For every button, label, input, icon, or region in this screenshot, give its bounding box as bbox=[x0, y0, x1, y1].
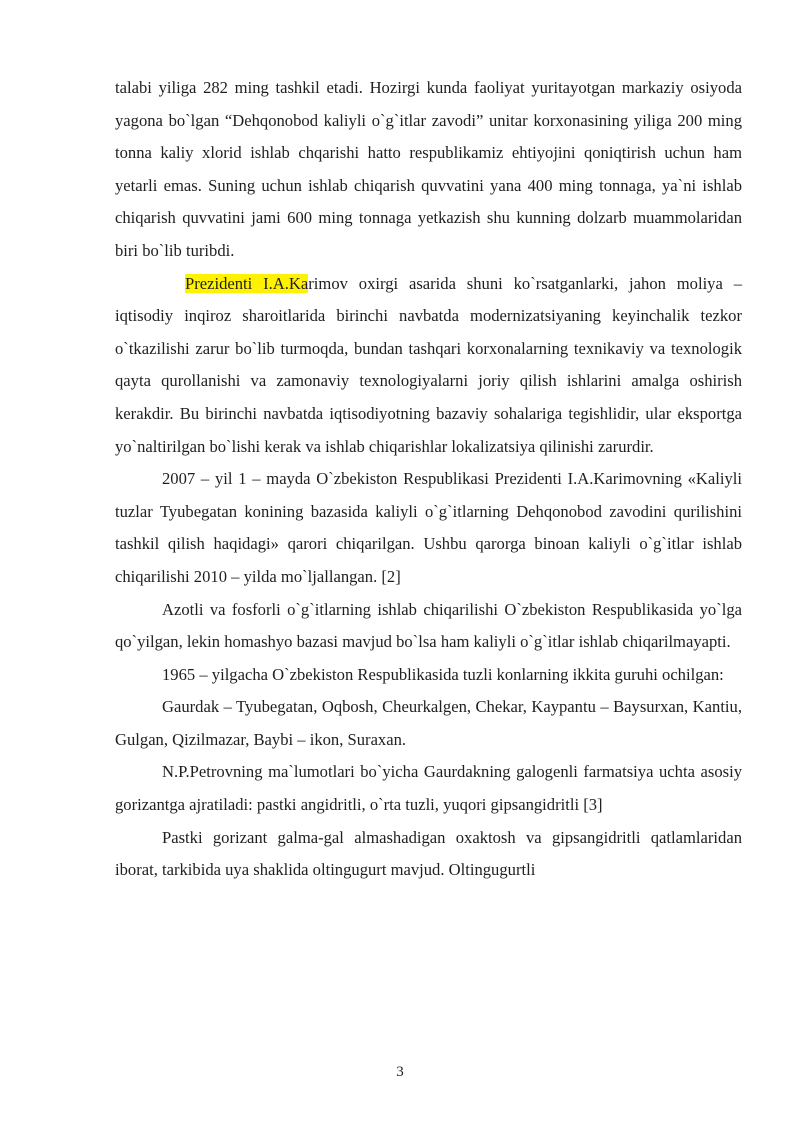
paragraph-5: 1965 – yilgacha O`zbekiston Respublikasida tuzli konlarning ikkita guruhi ochilgan: bbox=[162, 664, 724, 684]
paragraph-2 bbox=[115, 268, 742, 464]
highlighted-text: Prezidenti I.A.Ka bbox=[185, 273, 309, 293]
body-text bbox=[115, 72, 742, 887]
paragraph-1: talabi yiliga 282 ming tashkil etadi. Hozirgi kunda faoliyat yuritayotgan markaziy osiyoda yagona bo`lgan “Dehqonobod kaliyli o`g`itlar zavodi” unitar korxonasining yiliga 200 ming tonna kaliy xlorid ishlab chqarishi hatto respublikamiz ehtiyojini qoniqtirish uchun ham yetarli emas. Suning uchun ishlab chiqarish quvvatini yana 400 ming tonnaga, ya`ni ishlab chiqarish quvvatini jami 600 ming tonnaga yetkazish shu kunning dolzarb muammolaridan biri bo`lib turibdi. bbox=[115, 78, 742, 260]
paragraph-8: Pastki gorizant galma-gal almashadigan oxaktosh va gipsangidritli qatlamlaridan iborat, tarkibida uya shaklida oltingugurt mavjud. Oltingugurtli bbox=[115, 827, 742, 880]
paragraph-4: Azotli va fosforli o`g`itlarning ishlab chiqarilishi O`zbekiston Respublikasida yo`lga qo`yilgan, lekin homashyo bazasi mavjud bo`lsa ham kaliyli o`g`itlar ishlab chiqarilmayapti. bbox=[115, 599, 742, 652]
paragraph-2-text: rimov oxirgi asarida shuni ko`rsatganlarki, jahon moliya – iqtisodiy inqiroz sharoitlarida birinchi navbatda modernizatsiyaning keyinchalik tezkor o`tkazilishi zarur bo`lib turmoqda, bundan tashqari korxonalarning texnikaviy va texnologik qayta qurollanishi va zamonaviy texnologiyalarni joriy qilish ishlarini amalga oshirish kerakdir. Bu birinchi navbatda iqtisodiyotning bazaviy sohalariga tegishlidir, ular eksportga yo`naltirilgan bo`lishi kerak va ishlab chiqarishlar lokalizatsiya qilinishi zarurdir. bbox=[115, 273, 742, 456]
paragraph-3: 2007 – yil 1 – mayda O`zbekiston Respublikasi Prezidenti I.A.Karimovning «Kaliyli tuzlar Tyubegatan konining bazasida kaliyli o`g`itlarning Dehqonobod zavodini qurilishini tashkil qilish haqidagi» qarori chiqarilgan. Ushbu qarorga binoan kaliyli o`g`itlar ishlab chiqarilishi 2010 – yilda mo`ljallangan. [2] bbox=[115, 469, 742, 586]
paragraph-7: N.P.Petrovning ma`lumotlari bo`yicha Gaurdakning galogenli farmatsiya uchta asosiy gorizantga ajratiladi: pastki angidritli, o`rta tuzli, yuqori gipsangidritli [3] bbox=[115, 762, 742, 815]
page-number: 3 bbox=[396, 1064, 404, 1080]
paragraph-6: Gaurdak – Tyubegatan, Oqbosh, Cheurkalgen, Chekar, Kaypantu – Baysurxan, Kantiu, Gulgan, Qizilmazar, Baybi – ikon, Suraxan. bbox=[115, 697, 742, 749]
